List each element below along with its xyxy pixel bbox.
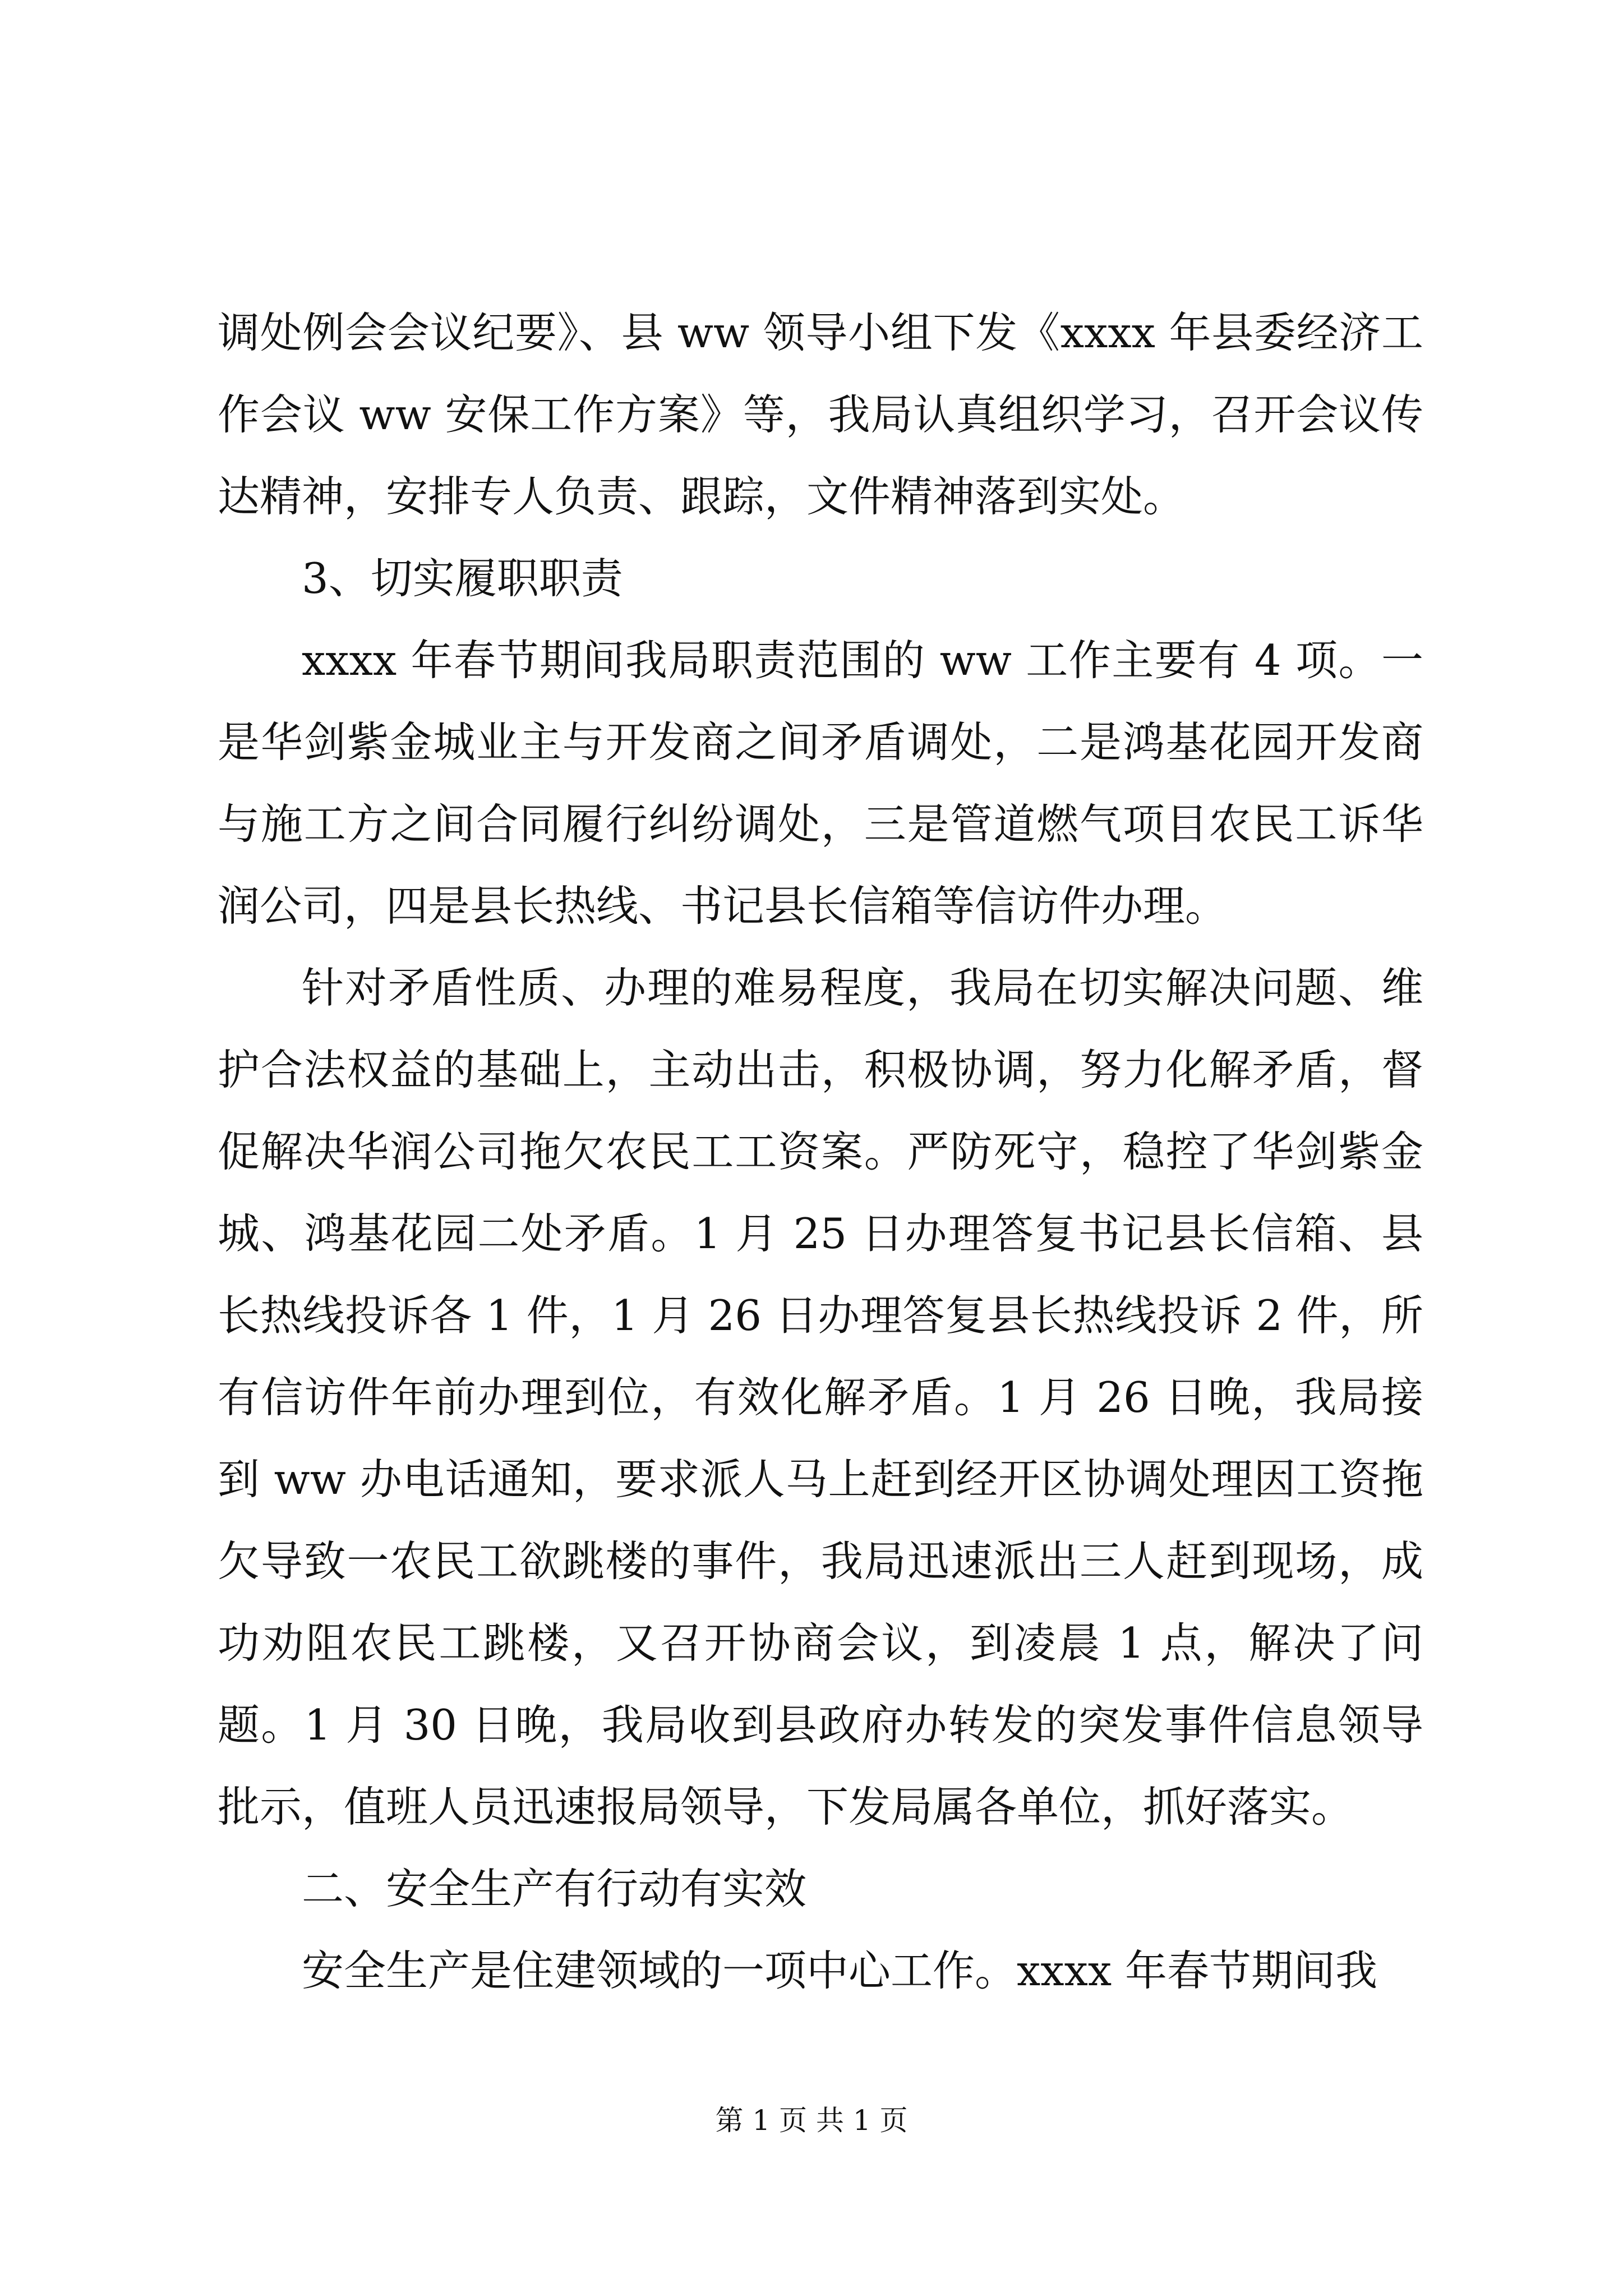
paragraph-2-heading: 3、切实履职职责 — [302, 554, 623, 603]
paragraph-5-heading: 二、安全生产有行动有实效 — [302, 1864, 807, 1913]
paragraph-1: 调处例会会议纪要》、县 ww 领导小组下发《xxxx 年县委经济工作会议 ww 安保工作方案》等，我局认真组织学习，召开会议传达精神，安排专人负责、跟踪，文件精神落到实处。 — [218, 308, 1423, 521]
page-footer: 第 1 页 共 1 页 — [715, 2104, 908, 2137]
document-body — [218, 292, 1423, 2012]
paragraph-6: 安全生产是住建领域的一项中心工作。xxxx 年春节期间我 — [302, 1946, 1378, 1995]
paragraph-4: 针对矛盾性质、办理的难易程度，我局在切实解决问题、维护合法权益的基础上，主动出击，积极协调，努力化解矛盾，督促解决华润公司拖欠农民工工资案。严防死守，稳控了华剑紫金城、鸿基花园二处矛盾。1 月 25 日办理答复书记县长信箱、县长热线投诉各 1 件，1 月 26 日办理答复县长热线投诉 2 件，所有信访件年前办理到位，有效化解矛盾。1 月 26 日晚，我局接到 ww 办电话通知，要求派人马上赶到经开区协调处理因工资拖欠导致一农民工欲跳楼的事件，我局迅速派出三人赶到现场，成功劝阻农民工跳楼，又召开协商会议，到凌晨 1 点，解决了问题。1 月 30 日晚，我局收到县政府办转发的突发事件信息领导批示，值班人员迅速报局领导，下发局属各单位，抓好落实。 — [218, 963, 1423, 1832]
paragraph-3: xxxx 年春节期间我局职责范围的 ww 工作主要有 4 项。一是华剑紫金城业主与开发商之间矛盾调处，二是鸿基花园开发商与施工方之间合同履行纠纷调处，三是管道燃气项目农民工诉华润公司，四是县长热线、书记县长信箱等信访件办理。 — [218, 636, 1423, 931]
